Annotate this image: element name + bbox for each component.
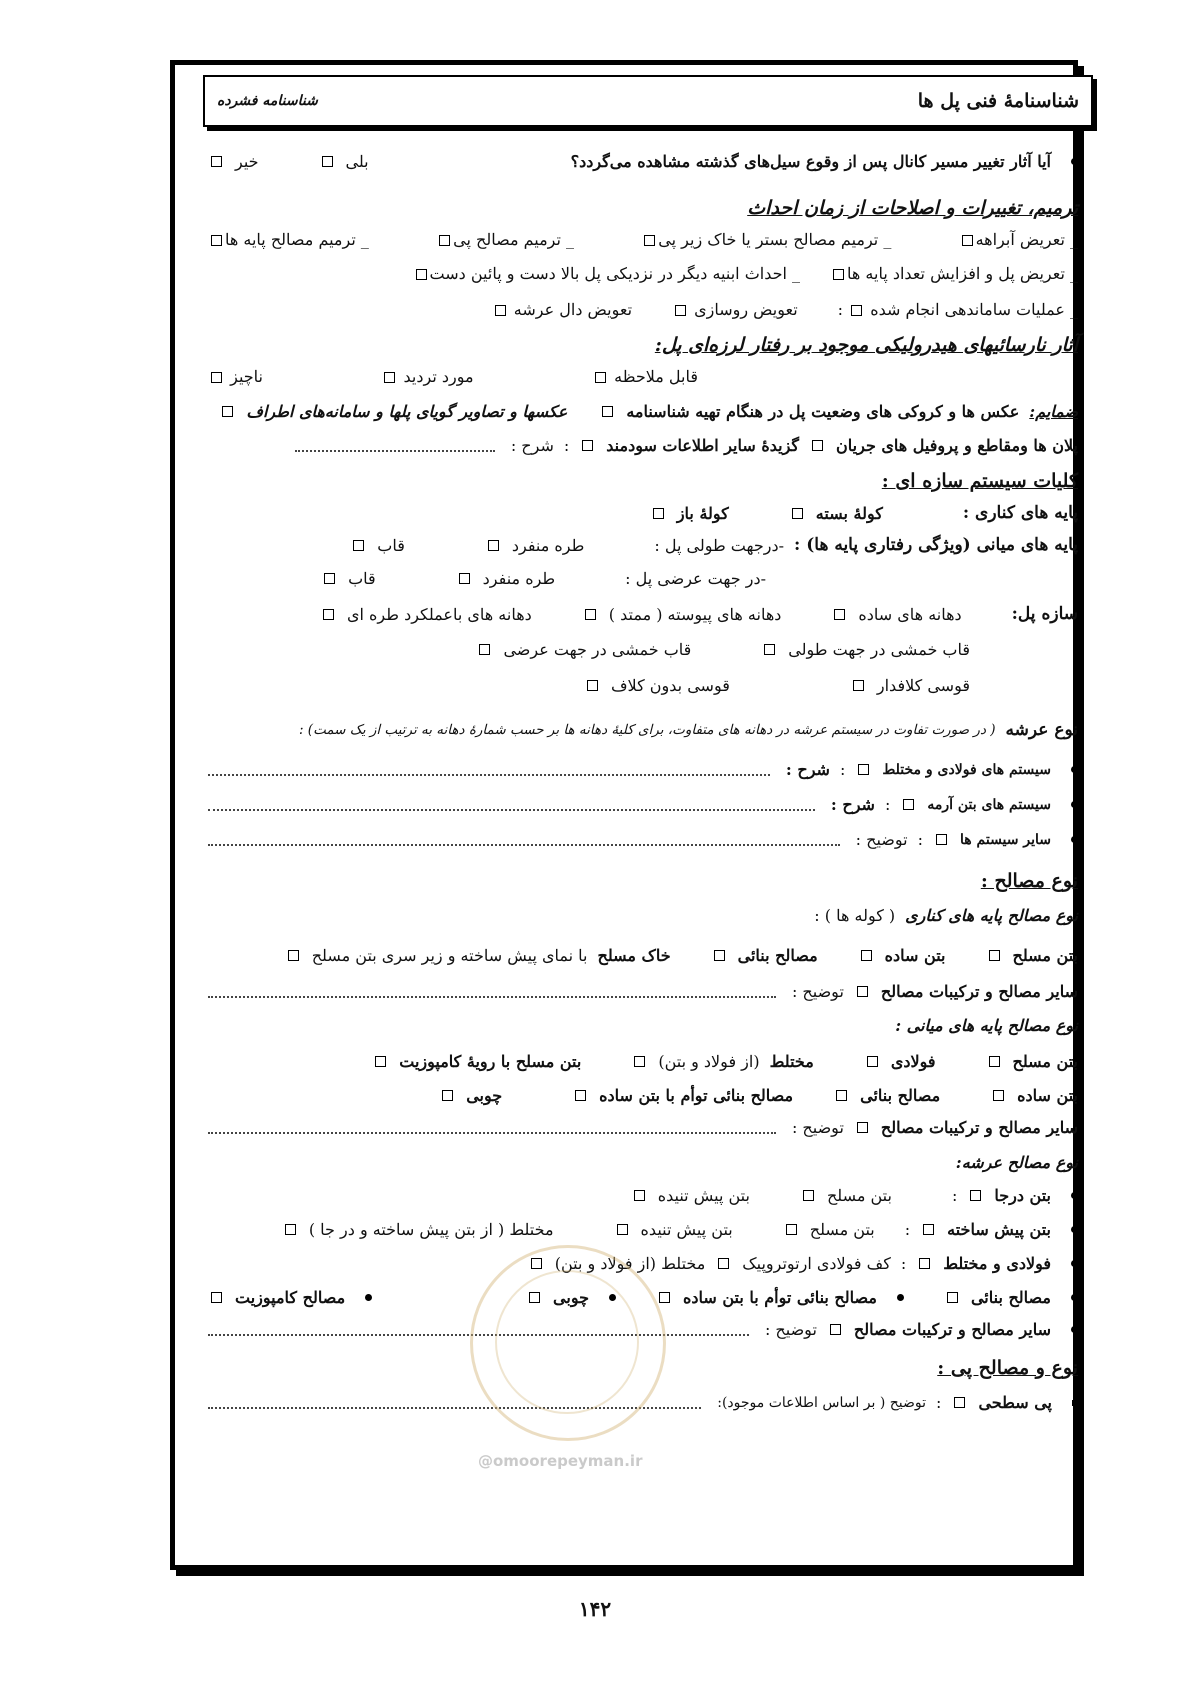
deck-castinplace-row: بتن درجا : بتن مسلح بتن پیش تنیده bbox=[208, 1186, 1078, 1205]
repairs-row-1 bbox=[208, 230, 1078, 249]
checkbox[interactable] bbox=[764, 644, 775, 655]
attachment-images: عکسها و تصاویر گویای پلها و سامانه‌های اطراف bbox=[246, 402, 568, 421]
deck-steel-mixed-row: فولادی و مختلط : کف فولادی ارتوتروپیک مختلط (از فولاد و بتن) bbox=[208, 1254, 1078, 1273]
fill-line[interactable] bbox=[208, 834, 840, 846]
checkbox[interactable] bbox=[857, 1122, 868, 1133]
checkbox[interactable] bbox=[634, 1190, 645, 1201]
opt-rc-composite: بتن مسلح با رویۀ کامپوزیت bbox=[399, 1052, 582, 1071]
desc-label: شرح : bbox=[830, 795, 875, 814]
checkbox[interactable] bbox=[222, 406, 233, 417]
checkbox[interactable] bbox=[384, 372, 395, 383]
opt-plain-concrete: بتن ساده bbox=[1017, 1086, 1078, 1105]
checkbox[interactable] bbox=[323, 609, 334, 620]
no-checkbox[interactable] bbox=[211, 156, 222, 167]
option-simple-spans: دهانه های ساده bbox=[858, 604, 962, 624]
checkbox[interactable] bbox=[970, 1190, 981, 1201]
no-label: خیر bbox=[235, 152, 259, 171]
checkbox[interactable] bbox=[830, 1324, 841, 1335]
bullet-icon bbox=[365, 1294, 372, 1301]
repair-pavement: تعویض روسازی bbox=[694, 300, 798, 319]
opt-steel: فولادی bbox=[890, 1052, 936, 1071]
deck-type-note: ( در صورت تفاوت در سیستم عرشه در دهانه های متفاوت، برای کلیۀ دهانه ها بر حسب شمارۀ دهانه به ترتیب از یک سمت) : bbox=[298, 722, 996, 738]
repairs-row-2 bbox=[208, 264, 1078, 283]
fill-line[interactable] bbox=[295, 440, 495, 452]
deck-type-row bbox=[208, 720, 1078, 740]
checkbox[interactable] bbox=[853, 680, 864, 691]
opt-reinforced-soil: خاک مسلح bbox=[597, 946, 671, 965]
piers-row-long bbox=[208, 535, 1078, 555]
checkbox[interactable] bbox=[861, 950, 872, 961]
checkbox[interactable] bbox=[836, 1090, 847, 1101]
abut-materials-heading: نوع مصالح پایه های کناری bbox=[905, 906, 1078, 925]
desc-label: توضیح : bbox=[791, 982, 844, 1001]
repair-widen-channel: _ تعریض آبراهه bbox=[975, 230, 1078, 249]
repair-organizing: _ عملیات ساماندهی انجام شده bbox=[870, 300, 1078, 319]
option-tied-arch: قوسی کلافدار bbox=[876, 676, 970, 695]
fill-line[interactable] bbox=[208, 764, 770, 776]
piers-transverse: -در جهت عرضی پل : bbox=[625, 569, 766, 588]
checkbox[interactable] bbox=[634, 1056, 645, 1067]
abut-materials-sub: ( کوله ها ) : bbox=[814, 906, 896, 925]
deck-precast: بتن پیش ساخته bbox=[947, 1220, 1051, 1239]
canal-question: آیا آثار تغییر مسیر کانال پس از وقوع سیل‌های گذشته مشاهده می‌گردد؟ bbox=[570, 152, 1051, 171]
deck-other-row: سایر سیستم ها : توضیح : bbox=[208, 830, 1078, 849]
desc-label: توضیح : bbox=[791, 1118, 844, 1137]
piers-row-trans bbox=[208, 569, 1078, 588]
deck-masonry: مصالح بنائی bbox=[970, 1288, 1051, 1307]
option-cantilever-spans: دهانه های باعملکرد طره ای bbox=[346, 604, 532, 624]
checkbox[interactable] bbox=[459, 573, 470, 584]
opt-other-materials: سایر مصالح و ترکیبات مصالح bbox=[880, 982, 1078, 1001]
bullet-icon bbox=[1071, 801, 1078, 808]
opt-masonry: مصالح بنائی bbox=[737, 946, 818, 965]
option-doubtful: مورد تردید bbox=[403, 367, 474, 386]
opt-prestressed: بتن پیش تنیده bbox=[640, 1220, 733, 1239]
desc-label: توضیح : bbox=[764, 1320, 817, 1339]
seal-stamp bbox=[470, 1245, 666, 1441]
yes-checkbox[interactable] bbox=[322, 156, 333, 167]
opt-wood: چوبی bbox=[553, 1288, 589, 1307]
checkbox[interactable] bbox=[812, 440, 823, 451]
opt-rc: بتن مسلح bbox=[1012, 1052, 1078, 1071]
checkbox[interactable] bbox=[211, 372, 222, 383]
deck-steel-composite: سیستم های فولادی و مختلط bbox=[882, 761, 1051, 778]
opt-masonry-plain: مصالح بنائی توأم با بتن ساده bbox=[599, 1086, 794, 1105]
abut-materials-row bbox=[208, 946, 1078, 965]
option-frame: قاب bbox=[377, 535, 405, 555]
checkbox[interactable] bbox=[659, 1292, 670, 1303]
desc-label: توضیح : bbox=[855, 830, 908, 849]
checkbox[interactable] bbox=[867, 1056, 878, 1067]
checkbox[interactable] bbox=[989, 1056, 1000, 1067]
opt-prestressed: بتن پیش تنیده bbox=[657, 1186, 750, 1205]
deck-rc-row: سیستم های بتن آرمه : شرح : bbox=[208, 795, 1078, 814]
opt-other-materials: سایر مصالح و ترکیبات مصالح bbox=[880, 1118, 1078, 1137]
desc-label: شرح : bbox=[785, 760, 830, 779]
checkbox[interactable] bbox=[718, 1258, 729, 1269]
checkbox[interactable] bbox=[919, 1258, 930, 1269]
checkbox[interactable] bbox=[439, 235, 450, 246]
deck-cast-in-place: بتن درجا bbox=[994, 1186, 1051, 1205]
square-bullet-icon bbox=[1072, 1400, 1078, 1406]
checkbox[interactable] bbox=[211, 1292, 222, 1303]
checkbox[interactable] bbox=[962, 235, 973, 246]
opt-masonry: مصالح بنائی bbox=[860, 1086, 941, 1105]
repair-nearby-structures: _ احداث ابنیه دیگر در نزدیکی پل بالا دست و پائین دست bbox=[429, 264, 801, 283]
pier-materials-row-1 bbox=[208, 1052, 1078, 1071]
fill-line[interactable] bbox=[208, 1122, 776, 1134]
repair-pier-materials: _ ترمیم مصالح پایه ها bbox=[225, 230, 369, 249]
opt-rc: بتن مسلح bbox=[809, 1220, 875, 1239]
checkbox[interactable] bbox=[416, 269, 427, 280]
bullet-icon bbox=[1071, 1260, 1078, 1267]
checkbox[interactable] bbox=[479, 644, 490, 655]
document-title: شناسنامۀ فنی پل ها bbox=[917, 90, 1079, 112]
abutments-label: پایه های کناری : bbox=[962, 503, 1078, 523]
bullet-icon bbox=[1071, 158, 1078, 165]
structure-heading-row bbox=[208, 470, 1078, 492]
attachment-plans: پلان ها ومقاطع و پروفیل های جریان bbox=[836, 436, 1078, 455]
option-cantilever: طره منفرد bbox=[482, 569, 556, 588]
fill-line[interactable] bbox=[208, 986, 776, 998]
checkbox[interactable] bbox=[288, 950, 299, 961]
checkbox[interactable] bbox=[653, 508, 664, 519]
checkbox[interactable] bbox=[495, 305, 506, 316]
opt-mixed-precast: مختلط ( از بتن پیش ساخته و در جا ) bbox=[308, 1220, 554, 1239]
pier-materials-heading-row bbox=[208, 1016, 1078, 1035]
structure-heading: کلیات سیستم سازه ای : bbox=[881, 470, 1078, 492]
deck-steel-composite: فولادی و مختلط bbox=[943, 1254, 1051, 1273]
checkbox[interactable] bbox=[211, 235, 222, 246]
repairs-heading: ترمیم، تغییرات و اصلاحات از زمان احداث bbox=[747, 197, 1078, 219]
option-closed-abutment: کولۀ بسته bbox=[815, 503, 883, 523]
bullet-icon bbox=[1071, 1326, 1078, 1333]
checkbox[interactable] bbox=[675, 305, 686, 316]
deck-materials-heading: نوع مصالح عرشه: bbox=[955, 1153, 1078, 1172]
bullet-icon bbox=[1071, 1226, 1078, 1233]
checkbox[interactable] bbox=[285, 1224, 296, 1235]
option-moment-frame-trans: قاب خمشی در جهت عرضی bbox=[503, 640, 692, 659]
option-significant: قابل ملاحظه bbox=[614, 367, 698, 386]
bullet-icon bbox=[1071, 766, 1078, 773]
option-moment-frame-long: قاب خمشی در جهت طولی bbox=[788, 640, 970, 659]
pier-materials-row-2 bbox=[208, 1086, 1078, 1105]
opt-reinforced-soil-desc: با نمای پیش ساخته و زیر سری بتن مسلح bbox=[311, 946, 588, 965]
checkbox[interactable] bbox=[936, 834, 947, 845]
bridge-arch-row bbox=[208, 676, 1078, 695]
seal-inner-ring bbox=[495, 1270, 639, 1414]
option-negligible: ناچیز bbox=[230, 367, 263, 386]
checkbox[interactable] bbox=[834, 609, 845, 620]
opt-orthotropic: کف فولادی ارتوتروپیک bbox=[742, 1254, 891, 1273]
opt-plain-concrete: بتن ساده bbox=[884, 946, 946, 965]
checkbox[interactable] bbox=[587, 680, 598, 691]
option-continuous-spans: دهانه های پیوسته ( ممتد ) bbox=[608, 604, 782, 624]
repairs-heading-row bbox=[208, 197, 1078, 219]
checkbox[interactable] bbox=[947, 1292, 958, 1303]
bullet-icon bbox=[1071, 1192, 1078, 1199]
repair-widen-bridge: _ تعریض پل و افزایش تعداد پایه ها bbox=[847, 264, 1078, 283]
attachment-other-info: گزیدۀ سایر اطلاعات سودمند bbox=[606, 436, 800, 455]
option-frame: قاب bbox=[348, 569, 376, 588]
option-untied-arch: قوسی بدون کلاف bbox=[610, 676, 730, 695]
materials-heading-row bbox=[208, 870, 1078, 892]
option-open-abutment: کولۀ باز bbox=[676, 503, 729, 523]
pier-other-row bbox=[208, 1118, 1078, 1137]
checkbox[interactable] bbox=[993, 1090, 1004, 1101]
deck-steel-row: سیستم های فولادی و مختلط : شرح : bbox=[208, 760, 1078, 779]
deck-materials-heading-row bbox=[208, 1153, 1078, 1172]
hydraulic-heading: آثار نارسائیهای هیدرولیکی موجود بر رفتار لرزه‌ای پل: bbox=[654, 334, 1078, 356]
opt-mixed-desc: (از فولاد و بتن) bbox=[658, 1052, 760, 1071]
checkbox[interactable] bbox=[602, 406, 613, 417]
bridge-structure-label: سازه پل: bbox=[1011, 604, 1078, 624]
checkbox[interactable] bbox=[903, 799, 914, 810]
checkbox[interactable] bbox=[714, 950, 725, 961]
watermark: @omoorepeyman.ir bbox=[478, 1452, 643, 1470]
opt-masonry-plain: مصالح بنائی توأم با بتن ساده bbox=[682, 1288, 877, 1307]
checkbox[interactable] bbox=[442, 1090, 453, 1101]
checkbox[interactable] bbox=[617, 1224, 628, 1235]
shallow-foundation: پی سطحی bbox=[978, 1393, 1052, 1412]
checkbox[interactable] bbox=[851, 305, 862, 316]
foundation-shallow-row: پی سطحی : توضیح ( بر اساس اطلاعات موجود): bbox=[208, 1393, 1078, 1412]
attachments-row-2: پلان ها ومقاطع و پروفیل های جریان گزیدۀ سایر اطلاعات سودمند : شرح : bbox=[208, 436, 1078, 455]
opt-mixed: مختلط bbox=[769, 1052, 814, 1071]
checkbox[interactable] bbox=[989, 950, 1000, 961]
checkbox[interactable] bbox=[786, 1224, 797, 1235]
fill-line[interactable] bbox=[208, 799, 815, 811]
opt-mixed-steel-concrete: مختلط (از فولاد و بتن) bbox=[554, 1254, 706, 1273]
bridge-frame-row bbox=[208, 640, 1078, 659]
opt-composite: مصالح کامپوزیت bbox=[235, 1288, 346, 1307]
attachment-desc-label: شرح : bbox=[510, 436, 554, 455]
document-subtitle: شناسنامه فشرده bbox=[217, 93, 318, 109]
piers-longitudinal: -درجهت طولی پل : bbox=[654, 535, 785, 555]
pier-materials-heading: نوع مصالح پایه های میانی : bbox=[895, 1016, 1078, 1035]
checkbox[interactable] bbox=[324, 573, 335, 584]
deck-precast-row: بتن پیش ساخته : بتن مسلح بتن پیش تنیده مختلط ( از بتن پیش ساخته و در جا ) bbox=[208, 1220, 1078, 1239]
checkbox[interactable] bbox=[792, 508, 803, 519]
checkbox[interactable] bbox=[803, 1190, 814, 1201]
hydraulic-options-row bbox=[208, 367, 1078, 386]
repairs-row-3: _ عملیات ساماندهی انجام شده : تعویض روسازی تعویض دال عرشه bbox=[208, 300, 1078, 319]
deck-type-label: نوع عرشه bbox=[1005, 720, 1078, 740]
bridge-structure-row bbox=[208, 604, 1078, 624]
repair-deck-slab: تعویض دال عرشه bbox=[513, 300, 633, 319]
abut-materials-heading-row bbox=[208, 906, 1078, 925]
attachment-photos: عکس ها و کروکی های وضعیت پل در هنگام تهیه شناسنامه bbox=[626, 402, 1020, 421]
checkbox[interactable] bbox=[644, 235, 655, 246]
materials-heading: نوع مصالح : bbox=[980, 870, 1078, 892]
bullet-icon bbox=[1071, 836, 1078, 843]
checkbox[interactable] bbox=[858, 764, 869, 775]
repair-bed-soil: _ ترمیم مصالح بستر یا خاک زیر پی bbox=[658, 230, 892, 249]
opt-wood: چوبی bbox=[466, 1086, 503, 1105]
piers-label: پایه های میانی (ویژگی رفتاری پایه ها) : bbox=[794, 535, 1078, 555]
checkbox[interactable] bbox=[923, 1224, 934, 1235]
checkbox[interactable] bbox=[375, 1056, 386, 1067]
attachments-label: ضمایم: bbox=[1029, 402, 1078, 421]
checkbox[interactable] bbox=[488, 540, 499, 551]
repair-foundation: _ ترمیم مصالح پی bbox=[453, 230, 575, 249]
opt-rc: بتن مسلح bbox=[1012, 946, 1078, 965]
checkbox[interactable] bbox=[595, 372, 606, 383]
checkbox[interactable] bbox=[353, 540, 364, 551]
checkbox[interactable] bbox=[582, 440, 593, 451]
page-number: ۱۴۲ bbox=[578, 1597, 612, 1621]
bullet-icon bbox=[897, 1294, 904, 1301]
deck-other-systems: سایر سیستم ها bbox=[960, 831, 1051, 848]
checkbox[interactable] bbox=[585, 609, 596, 620]
checkbox[interactable] bbox=[575, 1090, 586, 1101]
attachments-row-1 bbox=[208, 402, 1078, 421]
hydraulic-heading-row bbox=[208, 334, 1078, 356]
yes-label: بلی bbox=[345, 152, 369, 171]
canal-question-row bbox=[208, 152, 1078, 171]
deck-reinforced-concrete: سیستم های بتن آرمه bbox=[927, 796, 1051, 813]
abut-other-row bbox=[208, 982, 1078, 1001]
checkbox[interactable] bbox=[833, 269, 844, 280]
page-header bbox=[203, 75, 1093, 127]
checkbox[interactable] bbox=[954, 1397, 965, 1408]
foundation-heading: نوع و مصالح پی : bbox=[937, 1357, 1078, 1379]
abutments-row bbox=[208, 503, 1078, 523]
opt-rc: بتن مسلح bbox=[826, 1186, 892, 1205]
bullet-icon bbox=[1071, 1294, 1078, 1301]
option-cantilever: طره منفرد bbox=[511, 535, 585, 555]
desc-label: توضیح ( بر اساس اطلاعات موجود): bbox=[717, 1394, 927, 1411]
deck-other-materials: سایر مصالح و ترکیبات مصالح bbox=[853, 1320, 1051, 1339]
checkbox[interactable] bbox=[857, 986, 868, 997]
